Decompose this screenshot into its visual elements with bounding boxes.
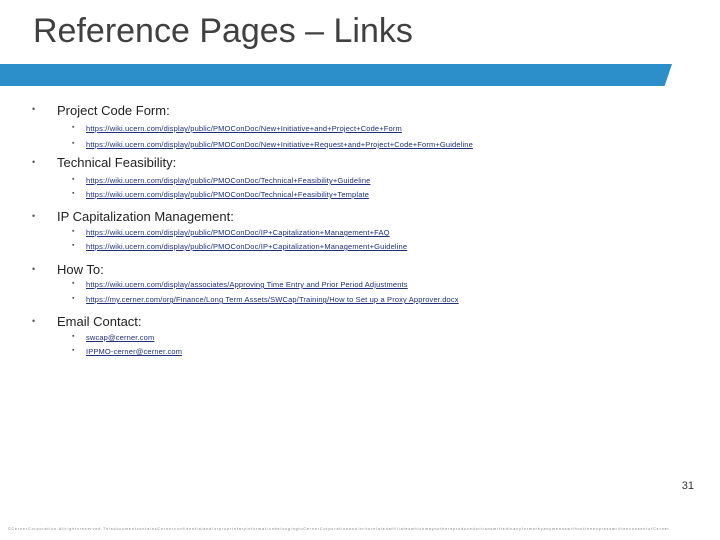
section-bullet: • xyxy=(32,157,36,167)
copyright-footer: © C e r n e r C o r p o r a t i o n . A l l r i g h t s r e s e r v e d . T h i s d o c u m e n t c o n t a i n s C e r n e r c o n f i d e n t i a l a n d / o r p r o p r i e t a r y i n f o r m a t i o n b e l o n g i n g t o C e r n e r C o r p o r a t i o n a n d / o r i t s r e l a t e d a f f i l i a t e s w h i c h m a y n o t b e r e p r o d u c e d o r t r a n s m i t t e d i n a n y f o r m o r b y a n y m e a n s w i t h o u t t h e e x p r e s s w r i t t e n c o n s e n t o f C e r n e r . xyxy=(8,527,671,531)
link-bullet: ▪ xyxy=(72,242,75,249)
link-technical-feasibility-template[interactable]: https://wiki.ucern.com/display/public/PMOConDoc/Technical+Feasibility+Template xyxy=(86,190,370,199)
link-bullet: ▪ xyxy=(72,124,75,131)
link-bullet: ▪ xyxy=(72,280,75,287)
section-bullet: • xyxy=(32,316,36,326)
section-label-how-to: How To: xyxy=(57,262,104,277)
slide-title: Reference Pages – Links xyxy=(33,12,413,50)
link-ip-capitalization-guideline[interactable]: https://wiki.ucern.com/display/public/PMOConDoc/IP+Capitalization+Management+Guideline xyxy=(86,242,408,251)
link-bullet: ▪ xyxy=(72,190,75,197)
link-bullet: ▪ xyxy=(72,228,75,235)
link-ip-capitalization-faq[interactable]: https://wiki.ucern.com/display/public/PMOConDoc/IP+Capitalization+Management+FAQ xyxy=(86,228,390,237)
link-bullet: ▪ xyxy=(72,333,75,340)
link-bullet: ▪ xyxy=(72,295,75,302)
page-number: 31 xyxy=(681,480,694,492)
link-email-ippmo[interactable]: IPPMO-cerner@cerner.com xyxy=(86,347,183,356)
section-bullet: • xyxy=(32,211,36,221)
section-label-email-contact: Email Contact: xyxy=(57,314,142,329)
link-project-code-form-guideline[interactable]: https://wiki.ucern.com/display/public/PMOConDoc/New+Initiative+Request+and+Project+Code+Form+Guideline xyxy=(86,140,473,149)
link-bullet: ▪ xyxy=(72,176,75,183)
section-label-ip-capitalization: IP Capitalization Management: xyxy=(57,209,234,224)
section-bullet: • xyxy=(32,104,36,114)
link-approving-time-entry[interactable]: https://wiki.ucern.com/display/associates/Approving Time Entry and Prior Period Adjustments xyxy=(86,280,408,289)
section-label-project-code-form: Project Code Form: xyxy=(57,103,170,118)
link-project-code-form[interactable]: https://wiki.ucern.com/display/public/PMOConDoc/New+Initiative+and+Project+Code+Form xyxy=(86,124,402,133)
section-bullet: • xyxy=(32,264,36,274)
section-label-technical-feasibility: Technical Feasibility: xyxy=(57,155,177,170)
link-email-swcap[interactable]: swcap@cerner.com xyxy=(86,333,155,342)
link-technical-feasibility-guideline[interactable]: https://wiki.ucern.com/display/public/PMOConDoc/Technical+Feasibility+Guideline xyxy=(86,176,371,185)
link-proxy-approver-doc[interactable]: https://my.cerner.com/org/Finance/Long Term Assets/SWCap/Training/How to Set up a Proxy Approver.docx xyxy=(86,295,459,304)
link-bullet: ▪ xyxy=(72,347,75,354)
link-bullet: ▪ xyxy=(72,140,75,147)
